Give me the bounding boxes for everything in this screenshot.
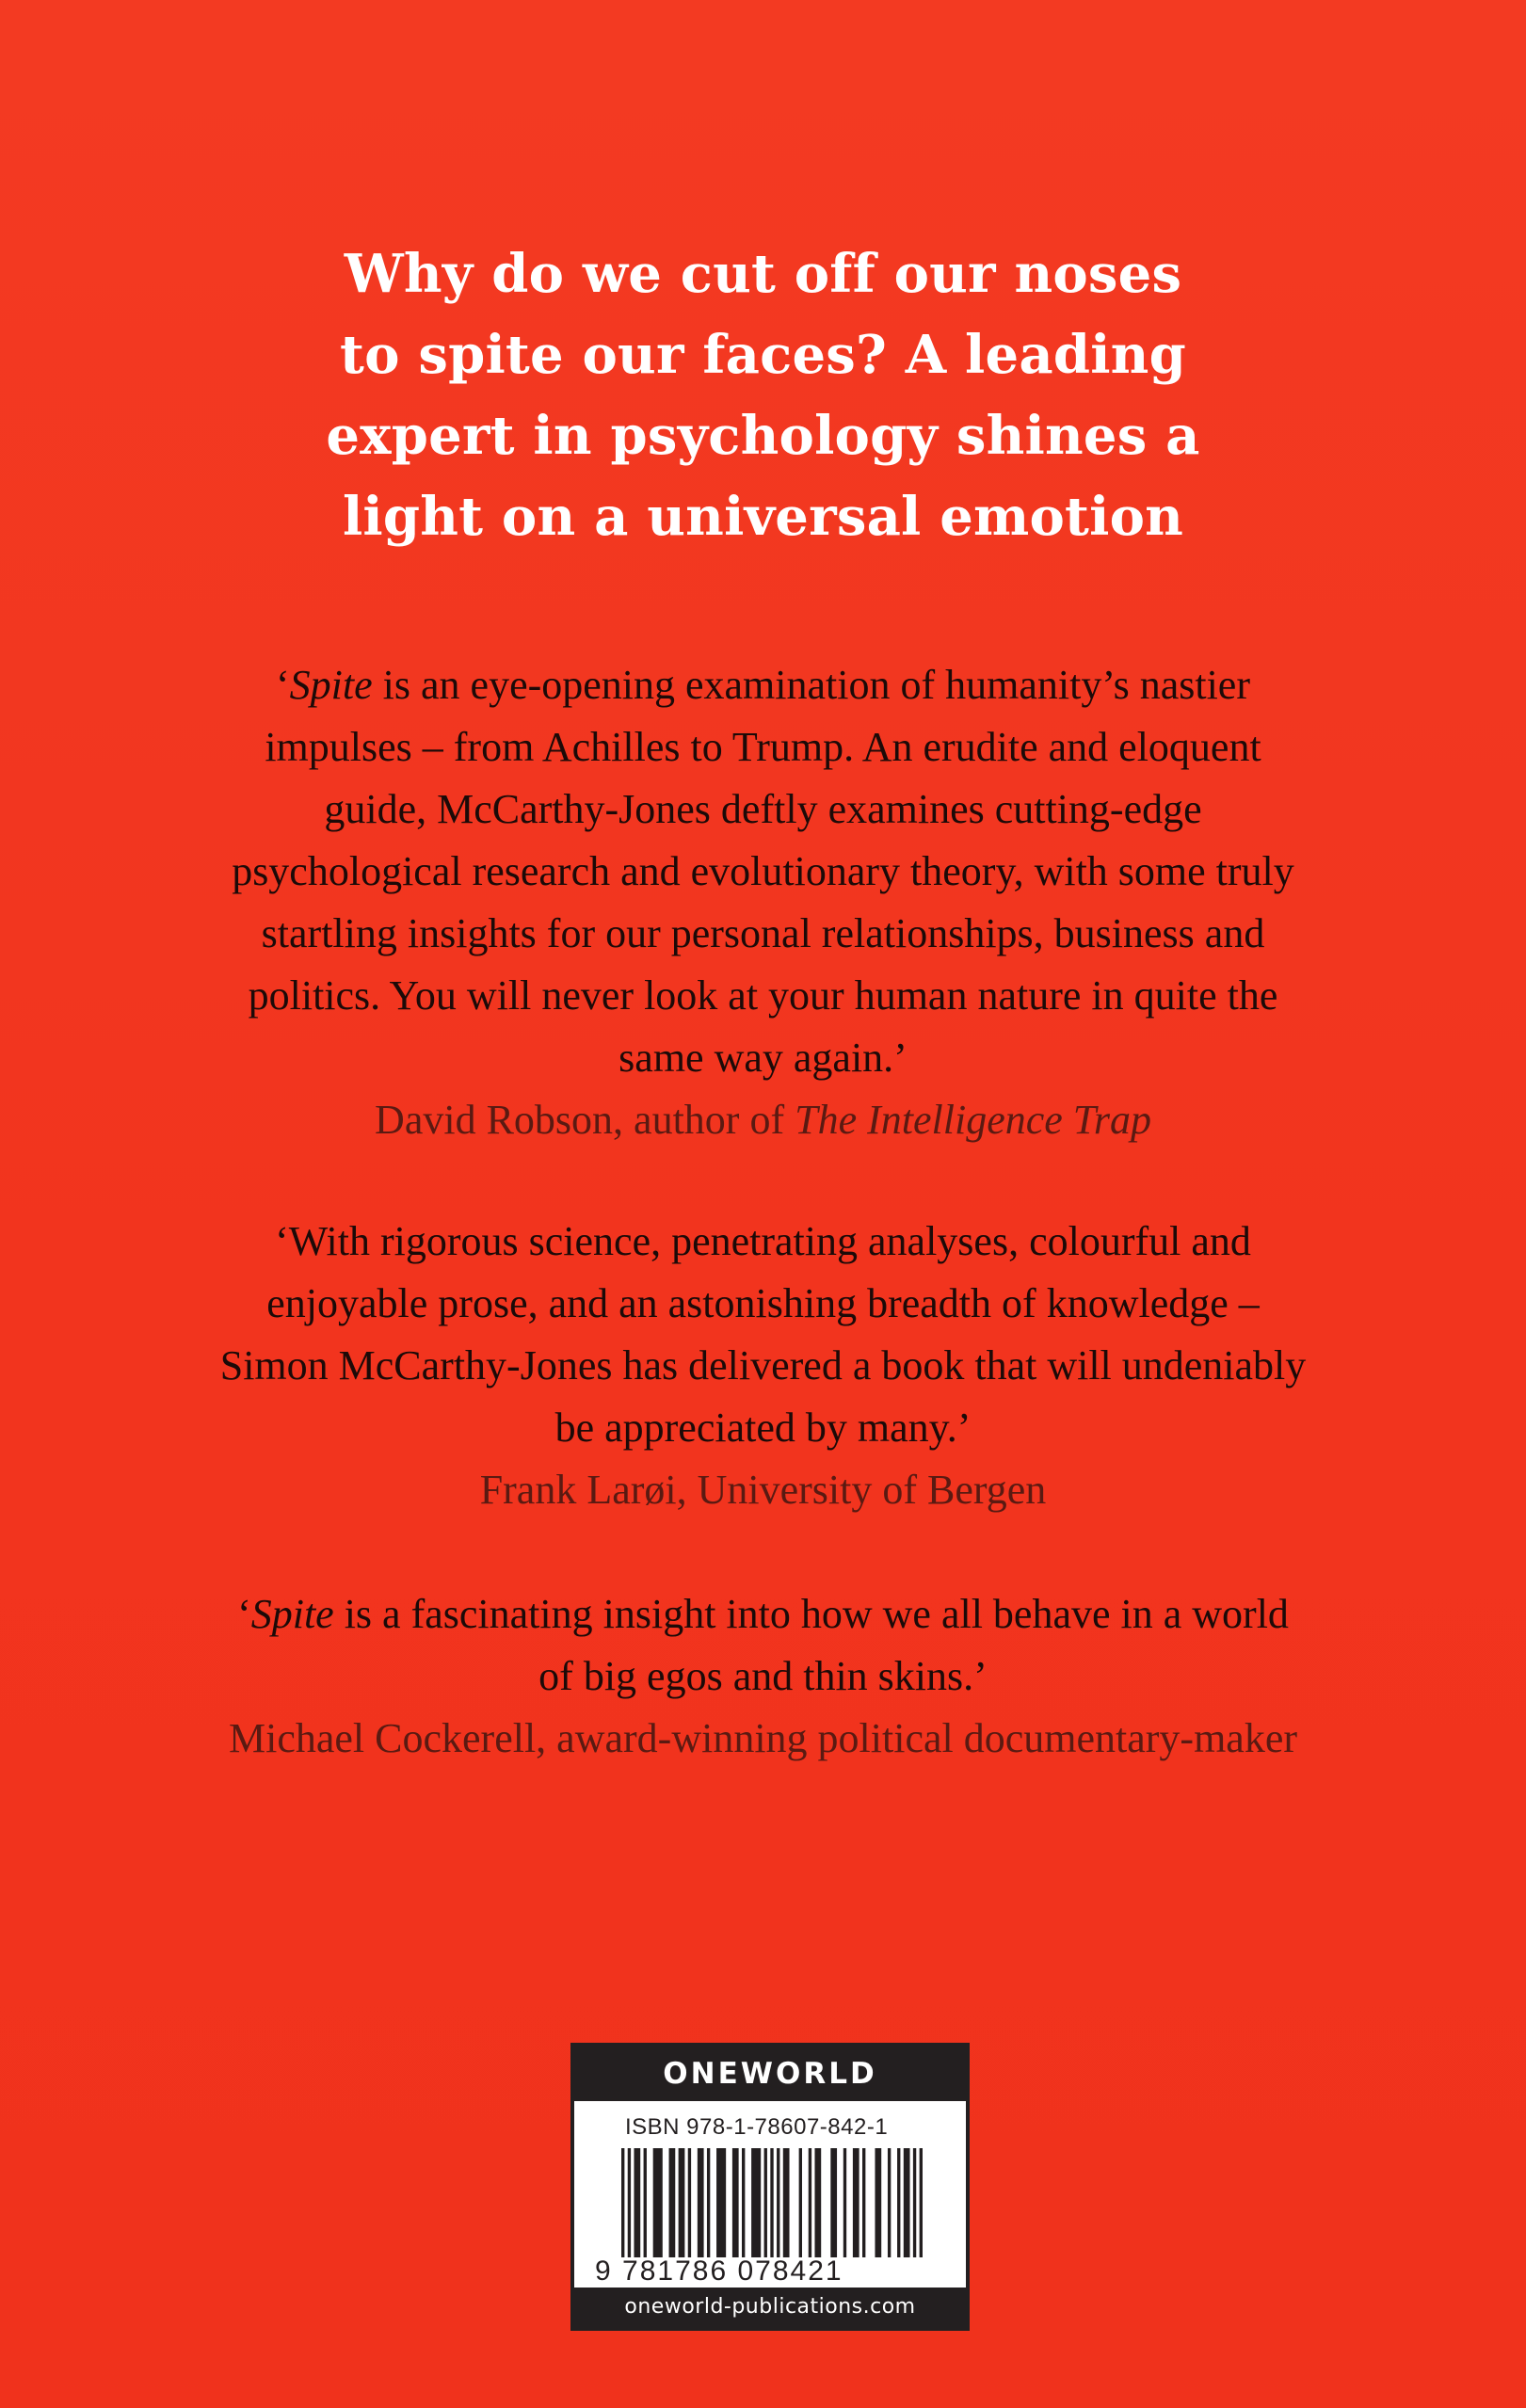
barcode-bar bbox=[764, 2148, 767, 2257]
barcode-bar bbox=[653, 2148, 663, 2257]
book-title-italic: Spite bbox=[250, 1591, 334, 1637]
barcode-bar bbox=[698, 2148, 704, 2257]
barcode-bar bbox=[888, 2148, 891, 2257]
barcode-icon bbox=[621, 2148, 923, 2257]
barcode-digits: 9 781786 078421 bbox=[595, 2255, 843, 2287]
quote-attribution: Michael Cockerell, award-winning political documentary-maker bbox=[228, 1715, 1298, 1761]
barcode-bar bbox=[799, 2148, 802, 2257]
barcode-bar bbox=[679, 2148, 685, 2257]
publisher-logo: ONEWORLD bbox=[574, 2047, 966, 2101]
barcode-bar bbox=[777, 2148, 779, 2257]
barcode-bar bbox=[716, 2148, 726, 2257]
barcode-bar bbox=[897, 2148, 900, 2257]
barcode-bar bbox=[644, 2148, 647, 2257]
quote-attribution bbox=[113, 1089, 1413, 1151]
tagline-line: to spite our faces? A leading bbox=[340, 324, 1186, 386]
quote-attribution: Frank Larøi, University of Bergen bbox=[479, 1467, 1047, 1513]
isbn-number: ISBN 978-1-78607-842-1 bbox=[625, 2114, 889, 2140]
tagline-line: Why do we cut off our noses bbox=[344, 243, 1182, 305]
barcode-bar bbox=[830, 2148, 837, 2257]
tagline-line: light on a universal emotion bbox=[342, 486, 1184, 548]
barcode-bar bbox=[920, 2148, 923, 2257]
barcode-bar bbox=[783, 2148, 790, 2257]
barcode-bar bbox=[732, 2148, 739, 2257]
barcode-bar bbox=[913, 2148, 916, 2257]
review-quote-laroi bbox=[113, 1211, 1413, 1521]
barcode-bar bbox=[628, 2148, 631, 2257]
quote-line: ‘With rigorous science, penetrating analyses, colourful and bbox=[275, 1218, 1251, 1264]
quote-line: of big egos and thin skins.’ bbox=[538, 1653, 988, 1699]
quote-line: Simon McCarthy-Jones has delivered a book that will undeniably bbox=[219, 1342, 1307, 1389]
review-quote-robson bbox=[113, 654, 1413, 1151]
cover-tagline bbox=[0, 233, 1526, 557]
barcode-bar bbox=[853, 2148, 859, 2257]
barcode-bar bbox=[621, 2148, 624, 2257]
attribution-text: David Robson, author of bbox=[375, 1097, 795, 1143]
quote-line: ‘Spite is an eye-opening examination of humanity’s nastier bbox=[276, 662, 1250, 708]
quote-line: same way again.’ bbox=[618, 1035, 908, 1081]
isbn-barcode-panel bbox=[570, 2043, 970, 2331]
barcode-bar bbox=[814, 2148, 821, 2257]
barcode-bar bbox=[770, 2148, 773, 2257]
barcode-bar bbox=[751, 2148, 761, 2257]
barcode-bar bbox=[707, 2148, 710, 2257]
tagline-line: expert in psychology shines a bbox=[326, 405, 1200, 467]
quote-line: ‘Spite is a fascinating insight into how we all behave in a world bbox=[237, 1591, 1289, 1637]
barcode-bar bbox=[688, 2148, 691, 2257]
quote-text: is a fascinating insight into how we all behave in a world bbox=[344, 1591, 1289, 1637]
barcode-bar bbox=[669, 2148, 676, 2257]
quote-line: be appreciated by many.’ bbox=[554, 1405, 972, 1451]
barcode-bar bbox=[634, 2148, 640, 2257]
quote-line: enjoyable prose, and an astonishing breadth of knowledge – bbox=[266, 1280, 1260, 1326]
quote-line: impulses – from Achilles to Trump. An erudite and eloquent bbox=[265, 724, 1261, 770]
attribution-book-title: The Intelligence Trap bbox=[795, 1097, 1151, 1143]
barcode-bar bbox=[862, 2148, 865, 2257]
quote-line: guide, McCarthy-Jones deftly examines cutting-edge bbox=[324, 786, 1202, 832]
publisher-website: oneworld-publications.com bbox=[574, 2288, 966, 2327]
barcode-bar bbox=[875, 2148, 881, 2257]
quote-line: psychological research and evolutionary theory, with some truly bbox=[232, 848, 1294, 894]
barcode-bar bbox=[843, 2148, 846, 2257]
barcode-bar bbox=[904, 2148, 910, 2257]
quote-line: politics. You will never look at your human nature in quite the bbox=[248, 972, 1278, 1019]
barcode-bar bbox=[809, 2148, 811, 2257]
book-title-italic: Spite bbox=[289, 662, 373, 708]
quote-line: startling insights for our personal relationships, business and bbox=[261, 910, 1265, 956]
quote-text: is an eye-opening examination of humanity’s nastier bbox=[382, 662, 1250, 708]
barcode-bar bbox=[742, 2148, 745, 2257]
review-quote-cockerell bbox=[113, 1583, 1413, 1770]
